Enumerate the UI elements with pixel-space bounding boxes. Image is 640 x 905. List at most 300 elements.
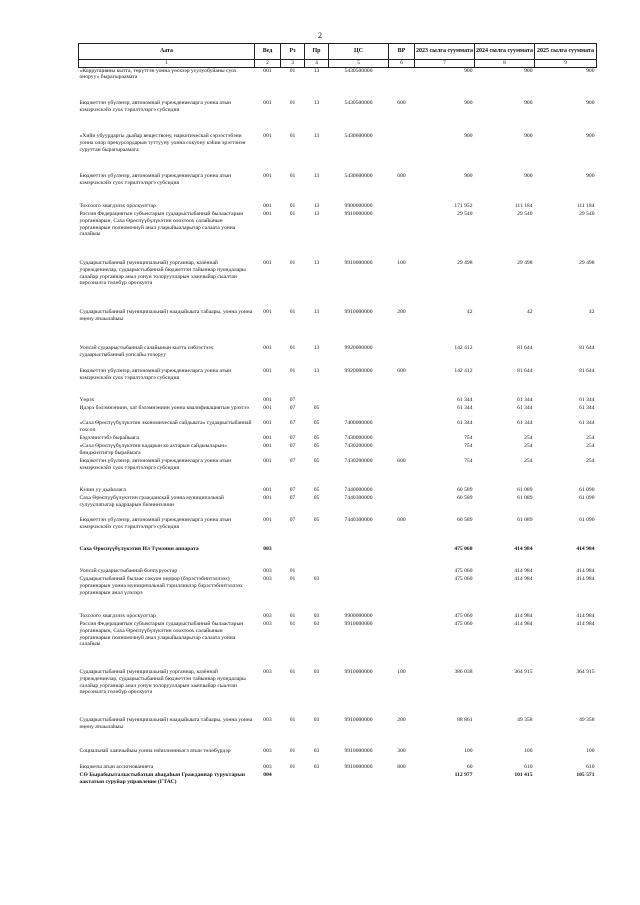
- row-ved: 001: [263, 420, 272, 426]
- table-row: [79, 211, 597, 260]
- row-name: Бэдэлнистэбэ бырайыага: [79, 435, 139, 441]
- row-rz: 01: [289, 211, 296, 217]
- row-ved: 001: [263, 397, 272, 403]
- row-rz: 01: [289, 613, 296, 619]
- row-vr: [389, 576, 415, 613]
- row-2023: 60: [466, 764, 473, 770]
- row-rz: 01: [289, 568, 296, 574]
- row-2023: 100: [464, 748, 473, 754]
- row-name: Идэрэ бэлэмнэниин, хат бэлэмнэниин уонна квалификациятын урэхтээ: [79, 405, 249, 411]
- row-name: «Саха Өрөспүүбүлүкэтин экономическай сайдыыта» судаарыстыбаннай тохсоп: [79, 420, 252, 433]
- row-pr: 13: [313, 133, 320, 139]
- row-2023: 171 952: [454, 203, 473, 209]
- row-vr: [389, 345, 415, 368]
- row-2024: 61 344: [517, 405, 533, 411]
- row-name: Бюджеттэн үбүлэнэр, автономнай учреждениеларга уонна атын кэмэрчэскэйэ суох тэрилтэлэргэ субсидия: [79, 100, 232, 113]
- row-2023: 61 344: [457, 405, 473, 411]
- row-vr: 600: [397, 368, 406, 374]
- row-rz: 07: [289, 397, 296, 403]
- row-2025: 414 984: [576, 613, 595, 619]
- header-pr: Пр: [305, 44, 329, 60]
- header-rz: Рз: [281, 44, 305, 60]
- row-2023: 475 060: [454, 576, 473, 582]
- row-cs: 9900000000: [344, 613, 373, 619]
- row-2023: 61 344: [457, 420, 473, 426]
- row-vr: [389, 405, 415, 420]
- row-vr: [389, 487, 415, 495]
- row-2024: 81 644: [517, 368, 533, 374]
- table-row: [79, 748, 597, 764]
- row-2025: 900: [586, 67, 595, 74]
- row-2024: 900: [524, 67, 533, 74]
- table-row: [79, 405, 597, 420]
- row-ved: 001: [263, 100, 272, 106]
- row-rz: 07: [289, 420, 296, 426]
- row-vr: [389, 67, 415, 100]
- row-name: Судаарыстыбаннай (муниципальнай) наадыйыыга табаары, уонна уонна өңөну атыылаһыы: [79, 309, 253, 322]
- row-2025: 111 184: [576, 203, 595, 209]
- header-num: 5: [329, 60, 389, 68]
- row-ved: 004: [263, 772, 272, 778]
- row-name: Судаарыстыбаннай (муниципальнай) уорганнар, казённай учреждениелар, судаарыстыбаннай бюджеттэн тайыннар нуондалары салайар уорганнар анал уонун толоруулларын хааччыйар сыалтан персоналга төлөбүр ороскуота: [79, 260, 246, 287]
- row-ved: 001: [263, 260, 272, 266]
- row-pr: 13: [313, 211, 320, 217]
- row-2023: 754: [464, 458, 473, 464]
- row-2025: 610: [586, 764, 595, 770]
- row-2023: 900: [464, 173, 473, 179]
- row-2023: 29 498: [457, 260, 473, 266]
- row-vr: 100: [397, 260, 406, 266]
- row-pr: 03: [313, 669, 320, 675]
- row-2025: 49 358: [579, 717, 595, 723]
- row-2025: 254: [586, 443, 595, 449]
- row-cs: 7440300000: [344, 495, 373, 501]
- row-cs: 9900000000: [344, 203, 373, 209]
- row-2024: 364 915: [514, 669, 533, 675]
- row-2025: 81 644: [579, 368, 595, 374]
- row-pr: 03: [313, 576, 320, 582]
- row-ved: 003: [263, 717, 272, 723]
- row-name: Россия Федерациятын субъектарын судаарыстыбаннай былаастарын уорганнарын, Саха Өрөспүүбүлүкэтин олохтоох салайынын уорганнарын полномочнуй анал уларыйыаларытар салаата уонна салайыы: [79, 621, 244, 648]
- row-rz: 01: [289, 260, 296, 266]
- row-rz: 01: [289, 576, 296, 582]
- row-name: Бюджеттэн үбүлэнэр, автономнай учреждениеларга уонна атын кэмэрчэскэйэ суох тэрилтэлэргэ субсидия: [79, 368, 232, 381]
- row-vr: 600: [397, 100, 406, 106]
- table-row: [79, 613, 597, 621]
- row-cs: 9910000000: [344, 260, 373, 266]
- table-row: [79, 260, 597, 309]
- header-num: 9: [535, 60, 597, 68]
- row-cs: 9920000000: [344, 368, 373, 374]
- table-row: [79, 397, 597, 405]
- table-row: [79, 517, 597, 546]
- row-cs: 9910000000: [344, 764, 373, 770]
- row-vr: [389, 772, 415, 798]
- row-2025: 61 090: [579, 517, 595, 523]
- row-pr: 05: [313, 487, 320, 493]
- row-cs: 9910000000: [344, 309, 373, 315]
- row-vr: [389, 420, 415, 435]
- row-cs: [329, 576, 389, 613]
- row-2025: 900: [586, 173, 595, 179]
- row-vr: [389, 133, 415, 173]
- row-cs: 9910000000: [344, 669, 373, 675]
- row-name: Россия Федерациятын субъектарын судаарыстыбаннай былаастарын уорганнарын, Саха Өрөспүүбүлүкэтин олохтоох салайынын уорганнарын полномочнуй анал уларыйыаларытар салаата уонна салайыы: [79, 211, 244, 238]
- header-num: 2: [255, 60, 281, 68]
- row-2024: 61 344: [517, 397, 533, 403]
- row-2024: 900: [524, 100, 533, 106]
- row-2025: 254: [586, 435, 595, 441]
- row-2023: 29 540: [457, 211, 473, 217]
- row-ved: 001: [263, 443, 272, 449]
- row-ved: 003: [263, 546, 272, 552]
- budget-table: [78, 43, 597, 798]
- row-name: Бюджеттэн үбүлэнэр, автономнай учреждениеларга уонна атын кэмэрчэскэйэ суох тэрилтэлэргэ субсидия: [79, 173, 232, 186]
- row-vr: [389, 546, 415, 568]
- row-vr: [389, 495, 415, 517]
- row-rz: 01: [289, 748, 296, 754]
- row-rz: [281, 546, 305, 568]
- table-row: [79, 568, 597, 576]
- row-rz: 01: [289, 621, 296, 627]
- row-2025: 61 344: [579, 397, 595, 403]
- row-2023: 475 060: [454, 621, 473, 627]
- row-2025: 61 344: [579, 405, 595, 411]
- row-2024: 900: [524, 133, 533, 139]
- table-row: [79, 133, 597, 173]
- row-pr: 05: [313, 443, 320, 449]
- row-2025: 414 984: [576, 621, 595, 627]
- row-2023: 475 060: [454, 613, 473, 619]
- row-vr: [389, 621, 415, 669]
- row-rz: [281, 772, 305, 798]
- row-cs: 9910000000: [344, 717, 373, 723]
- row-2024: 29 498: [517, 260, 533, 266]
- row-name: Судаарыстыбаннай (муниципальнай) наадыйыыга табаары, уонна уонна өңөну атыылаһыы: [79, 717, 253, 730]
- table-row: [79, 772, 597, 798]
- row-vr: [389, 211, 415, 260]
- row-cs: 7430200000: [344, 443, 373, 449]
- table-row: [79, 487, 597, 495]
- header-num: 1: [79, 60, 255, 68]
- row-2024: 81 644: [517, 345, 533, 351]
- row-ved: 001: [263, 67, 272, 74]
- row-pr: [305, 568, 329, 576]
- row-2025: 29 498: [579, 260, 595, 266]
- row-cs: [329, 772, 389, 798]
- table-row: [79, 669, 597, 717]
- row-vr: [389, 397, 415, 405]
- row-rz: 07: [289, 405, 296, 411]
- row-pr: 05: [313, 435, 320, 441]
- row-vr: [389, 443, 415, 458]
- table-row: [79, 495, 597, 517]
- row-pr: 05: [313, 458, 320, 464]
- row-vr: 200: [397, 309, 406, 315]
- row-ved: 001: [263, 211, 272, 217]
- row-name: Уопсай судаарыстыбаннай боппуруостар: [79, 568, 178, 574]
- row-ved: 001: [263, 487, 272, 493]
- row-2025: 100: [586, 748, 595, 754]
- row-pr: 13: [313, 368, 320, 374]
- row-cs: 7440000000: [344, 487, 373, 493]
- table-row: [79, 309, 597, 345]
- row-2024: 111 184: [514, 203, 533, 209]
- row-cs: 5430500000: [344, 67, 373, 74]
- row-ved: 001: [263, 495, 272, 501]
- row-name: Уопсай судаарыстыбаннай салайынын кытта сибээстээх судаарыстыбаннай уопсайы толоруу: [79, 345, 214, 358]
- row-pr: 13: [313, 173, 320, 179]
- row-ved: 003: [263, 764, 272, 770]
- row-rz: 07: [289, 443, 296, 449]
- row-rz: 07: [289, 517, 296, 523]
- row-ved: 001: [263, 345, 272, 351]
- row-ved: 001: [263, 405, 272, 411]
- row-rz: 01: [289, 100, 296, 106]
- row-rz: 01: [289, 309, 296, 315]
- row-2024: 61 089: [517, 487, 533, 493]
- row-2023: 88 861: [457, 717, 473, 723]
- row-ved: 001: [263, 435, 272, 441]
- row-pr: 05: [313, 495, 320, 501]
- row-2024: 254: [524, 443, 533, 449]
- row-rz: 01: [289, 764, 296, 770]
- table-row: [79, 345, 597, 368]
- row-2024: 61 089: [517, 495, 533, 501]
- table-row: [79, 546, 597, 568]
- row-rz: 01: [289, 669, 296, 675]
- header-num: 3: [281, 60, 305, 68]
- row-pr: 03: [313, 764, 320, 770]
- row-ved: 001: [263, 173, 272, 179]
- row-cs: 5430600000: [344, 133, 373, 139]
- row-2024: 254: [524, 435, 533, 441]
- row-ved: 001: [263, 309, 272, 315]
- row-ved: 001: [263, 133, 272, 139]
- row-2025: 900: [586, 100, 595, 106]
- row-pr: 13: [313, 309, 320, 315]
- row-vr: [389, 568, 415, 576]
- row-pr: [305, 397, 329, 405]
- row-ved: 001: [263, 368, 272, 374]
- row-name: Тохсоого хвагдэлэх ороскуоттар: [79, 203, 156, 209]
- row-name: Бюджеты атын ассигнованиета: [79, 764, 154, 770]
- row-2023: 112 977: [454, 772, 473, 778]
- row-vr: 200: [397, 717, 406, 723]
- header-2025: 2025 сылга сууммата: [535, 44, 597, 60]
- table-row: [79, 458, 597, 487]
- row-2023: 386 038: [454, 669, 473, 675]
- row-2025: 900: [586, 133, 595, 139]
- row-2024: 100: [524, 748, 533, 754]
- row-2024: 414 984: [514, 568, 533, 574]
- row-name: Социальнай хааччыйыы уонна нэһилиэнньэгэ атын төлөбүрдэр: [79, 748, 231, 754]
- row-ved: 003: [263, 669, 272, 675]
- row-vr: 600: [397, 517, 406, 523]
- row-2023: 900: [464, 133, 473, 139]
- row-2025: 81 644: [579, 345, 595, 351]
- row-2024: 29 540: [517, 211, 533, 217]
- table-row: [79, 100, 597, 133]
- row-2024: 610: [524, 764, 533, 770]
- row-2024: 61 089: [517, 517, 533, 523]
- row-ved: 001: [263, 517, 272, 523]
- table-row: [79, 173, 597, 203]
- row-rz: 01: [289, 717, 296, 723]
- header-name: Аата: [79, 44, 255, 60]
- row-2024: 42: [526, 309, 533, 315]
- header-cs: ЦС: [329, 44, 389, 60]
- row-2025: 414 984: [576, 546, 595, 552]
- row-cs: 9920000000: [344, 345, 373, 351]
- row-rz: 07: [289, 495, 296, 501]
- row-rz: 07: [289, 487, 296, 493]
- row-2025: 105 571: [576, 772, 595, 778]
- row-vr: [389, 203, 415, 211]
- row-cs: [329, 397, 389, 405]
- row-vr: [389, 435, 415, 443]
- row-pr: 13: [313, 67, 320, 74]
- row-2023: 475 060: [454, 546, 473, 552]
- row-2025: 61 090: [579, 495, 595, 501]
- row-cs: [329, 546, 389, 568]
- header-num: 8: [475, 60, 535, 68]
- row-name: СӨ Бырабыыталыстыбатын аһаҕаһын Гражданнар туруктарын аактатын суруйар управление (ГТАС): [79, 772, 245, 785]
- row-2025: 414 984: [576, 576, 595, 582]
- row-pr: 03: [313, 621, 320, 627]
- page-number: 2: [318, 31, 322, 40]
- header-2023: 2023 сылга сууммата: [415, 44, 475, 60]
- row-2024: 414 984: [514, 546, 533, 552]
- header-num: 6: [389, 60, 415, 68]
- row-2025: 364 915: [576, 669, 595, 675]
- row-name: Саха Өрөспүүбүлүкэтин гражданскай уонна муниципальнай сулууспатыгар кадрларын биэнинэлиин: [79, 495, 224, 508]
- row-name: «Саха Өрөспүүбүлүкэтин кадарын ко ахтарын сайдыыларын» бииджиэтигэр бырайыага: [79, 443, 228, 456]
- row-rz: 01: [289, 203, 296, 209]
- row-pr: 13: [313, 345, 320, 351]
- row-2025: 61 090: [579, 487, 595, 493]
- row-pr: [305, 546, 329, 568]
- row-2024: 414 984: [514, 621, 533, 627]
- header-num: 4: [305, 60, 329, 68]
- row-pr: [305, 772, 329, 798]
- row-name: Бюджеттэн үбүлэнэр, автономнай учреждениеларга уонна атын кэмэрчэскэйэ суох тэрилтэлэргэ субсидия: [79, 458, 232, 471]
- row-2023: 60 589: [457, 495, 473, 501]
- row-2025: 61 344: [579, 420, 595, 426]
- table-row: [79, 435, 597, 443]
- row-name: Саха Өрөспүүбүлүкэтин Ил Түмэнин аппарата: [79, 546, 199, 552]
- row-cs: 7440300000: [344, 517, 373, 523]
- header-vr: ВР: [389, 44, 415, 60]
- row-2025: 414 984: [576, 568, 595, 574]
- row-cs: [329, 568, 389, 576]
- row-pr: 05: [313, 420, 320, 426]
- row-2025: 29 540: [579, 211, 595, 217]
- row-cs: 9910000000: [344, 211, 373, 217]
- row-pr: 03: [313, 613, 320, 619]
- row-cs: [329, 405, 389, 420]
- row-cs: 5430500000: [344, 100, 373, 106]
- row-2024: 49 358: [517, 717, 533, 723]
- row-ved: 001: [263, 458, 272, 464]
- row-2023: 142 412: [454, 345, 473, 351]
- row-rz: 07: [289, 435, 296, 441]
- row-2023: 60 589: [457, 517, 473, 523]
- table-row: [79, 764, 597, 772]
- row-2025: 254: [586, 458, 595, 464]
- row-name: Үөрэх: [79, 397, 95, 403]
- header-num: 7: [415, 60, 475, 68]
- row-cs: 9910000000: [344, 748, 373, 754]
- row-2023: 754: [464, 435, 473, 441]
- row-pr: 13: [313, 203, 320, 209]
- table-row: [79, 203, 597, 211]
- row-rz: 01: [289, 173, 296, 179]
- row-2023: 61 344: [457, 397, 473, 403]
- row-rz: 07: [289, 458, 296, 464]
- row-2024: 414 984: [514, 613, 533, 619]
- table-row: [79, 67, 597, 100]
- row-2024: 101 415: [514, 772, 533, 778]
- row-name: Кэлии уу дьаһалага: [79, 487, 126, 493]
- row-name: «Коррупцияны кытта, төрүттэн уонна үөскээр усулуобуйаны суох оноруу» бырагыраамата: [79, 67, 237, 81]
- row-vr: 100: [397, 669, 406, 675]
- row-ved: 003: [263, 613, 272, 619]
- row-name: Судаарыстыбаннай былаас сокуон оңорор (бэрэстэбиитэллээх) уорганнарын уонна муниципальнай тэриллиилэр бэрэстэбиитэллээх уорганнарын анал үлэлэрэ: [79, 576, 243, 596]
- row-2024: 414 984: [514, 576, 533, 582]
- row-ved: 003: [263, 621, 272, 627]
- row-pr: 03: [313, 717, 320, 723]
- row-ved: 003: [263, 576, 272, 582]
- row-pr: 13: [313, 100, 320, 106]
- row-cs: 7400000000: [344, 420, 373, 426]
- row-2024: 254: [524, 458, 533, 464]
- row-pr: 13: [313, 260, 320, 266]
- row-rz: 01: [289, 67, 296, 74]
- row-2023: 900: [464, 67, 473, 74]
- row-cs: 7430200000: [344, 458, 373, 464]
- row-vr: 600: [397, 458, 406, 464]
- row-rz: 01: [289, 133, 296, 139]
- table-row: [79, 576, 597, 613]
- row-vr: 800: [397, 764, 406, 770]
- row-2024: 61 344: [517, 420, 533, 426]
- row-cs: 7430000000: [344, 435, 373, 441]
- row-rz: 01: [289, 345, 296, 351]
- row-2023: 475 060: [454, 568, 473, 574]
- row-pr: 05: [313, 405, 320, 411]
- table-row: [79, 621, 597, 669]
- row-2023: 142 412: [454, 368, 473, 374]
- row-2024: 900: [524, 173, 533, 179]
- row-2023: 60 589: [457, 487, 473, 493]
- row-cs: 5430600000: [344, 173, 373, 179]
- row-name: Судаарыстыбаннай (муниципальнай) уорганнар, казённай учреждениелар, судаарыстыбаннай бюджеттэн тайыннар нуондалары салайар уорганнар анал уонун толоруулларын хааччыйар сыалтан персоналга төлөбүр ороскуота: [79, 669, 246, 696]
- row-vr: [389, 613, 415, 621]
- row-name: «Хийи убуурдаргы дьайар веществону, наркотическай сэрээстэбэни уонна олор прекурсордарын туттууну уонна сокуону кэһии эрэттэнэн суруттан бырагыраамата: [79, 133, 246, 153]
- row-pr: 05: [313, 517, 320, 523]
- row-2025: 42: [588, 309, 595, 315]
- row-vr: 600: [397, 173, 406, 179]
- row-cs: 9910000000: [344, 621, 373, 627]
- row-ved: 003: [263, 748, 272, 754]
- header-2024: 2024 сылга сууммата: [475, 44, 535, 60]
- table-row: [79, 717, 597, 748]
- table-row: [79, 368, 597, 397]
- row-2023: 754: [464, 443, 473, 449]
- row-ved: 003: [263, 568, 272, 574]
- header-ved: Вед: [255, 44, 281, 60]
